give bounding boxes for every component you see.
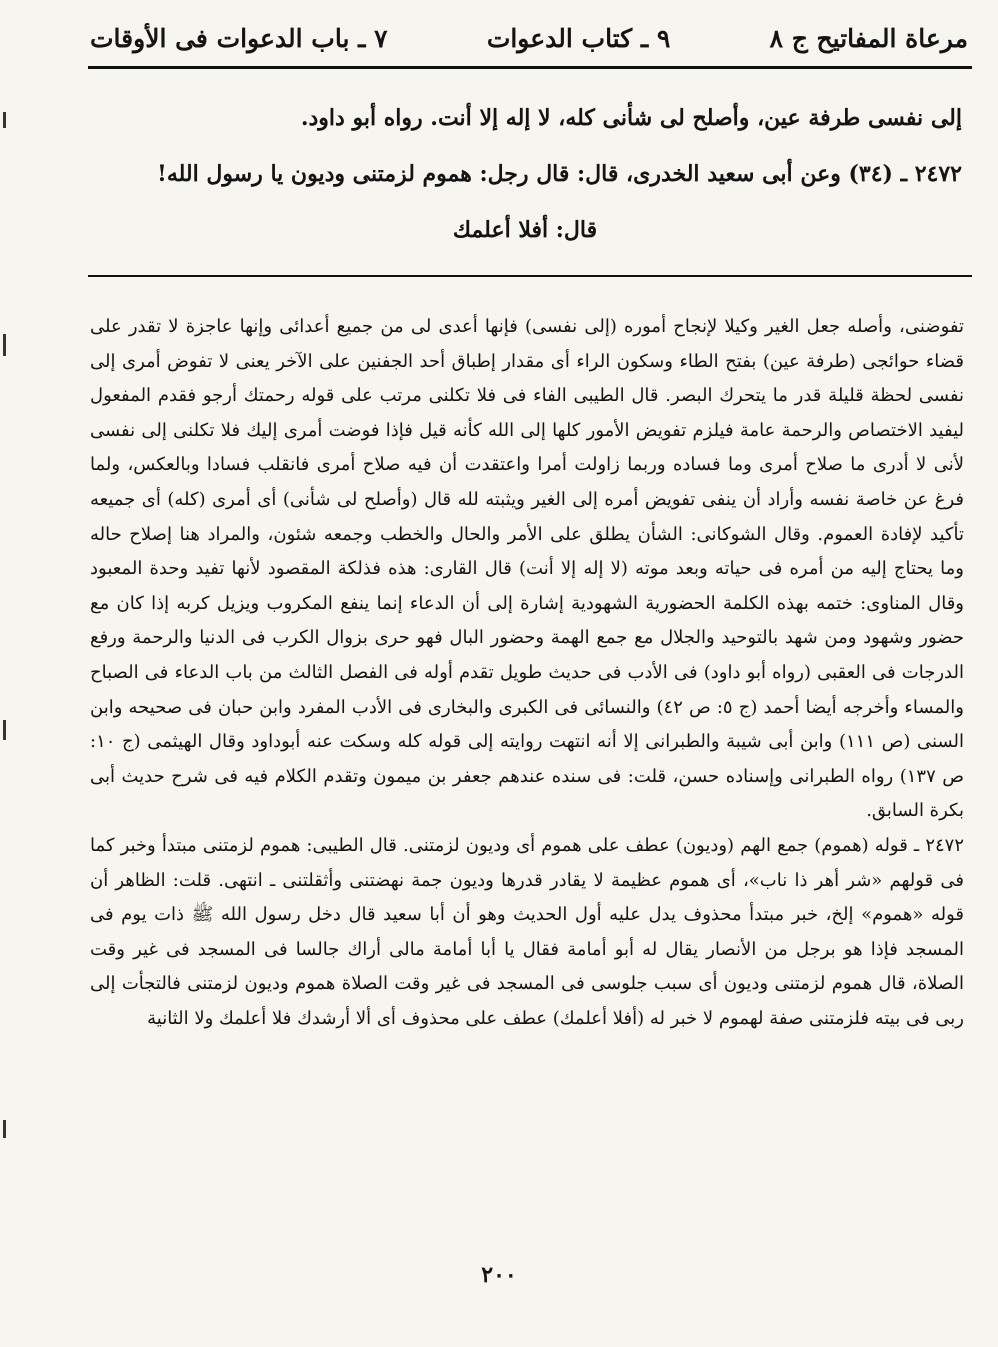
commentary-paragraph-1: تفوضنى، وأصله جعل الغير وكيلا لإنجاح أموره (إلى نفسى) فإنها أعدى لى من جميع أعدائى وإنها عاجزة لا تقدر على قضاء حوائجى (طرفة عين) بفتح الطاء وسكون الراء أى مقدار إطباق أحد الجفنين على الآخر يعنى لا تفوض أمرى إلى نفسى لحظة قليلة قدر ما يتحرك البصر. قال الطيبى الفاء فى فلا تكلنى مرتب على قوله رحمتك أرجو فقدم المفعول ليفيد الاختصاص والرحمة عامة فيلزم تفويض الأمور كلها إلى الله كأنه قيل فإذا فوضت أمرى إليك فلا تكلنى إلى نفسى لأنى لا أدرى ما صلاح أمرى وما فساده وربما زاولت أمرا واعتقدت أن فيه صلاح أمرى فانقلب فسادا وبالعكس، ولما فرغ عن خاصة نفسه وأراد أن ينفى تفويض أمره إلى الغير ويثبته لله قال (وأصلح لى شأنى) أى أمرى (كله) أى جميعه تأكيد لإفادة العموم. وقال الشوكانى: الشأن يطلق على الأمر والحال والخطب وجمعه شئون، والمراد هنا إصلاح حاله وما يحتاج إليه من أمره فى حياته وبعد موته (لا إله إلا أنت) قال القارى: هذه فذلكة المقصود لأنها تفيد وحدة المعبود وقال المناوى: ختمه بهذه الكلمة الحضورية الشهودية إشارة إلى أن الدعاء إنما ينفع المكروب ويزيل كربه إذا كان مع حضور وشهود ومن شهد بالتوحيد والجلال مع جمع الهمة وحضور البال فهو حرى بزوال الكرب فى الدنيا والرحمة ورفع الدرجات فى العقبى (رواه أبو داود) فى الأدب فى حديث طويل تقدم أوله فى الفصل الثالث من باب الدعاء فى الصباح والمساء وأخرجه أيضا أحمد (ج ٥: ص ٤٢) والنسائى فى الكبرى والبخارى فى الأدب المفرد وابن حبان فى صحيحه وابن السنى (ص ١١١) وابن أبى شيبة والطبرانى إلا أنه انتهت روايته إلى قوله كله وسكت عنه أبوداود وقال الهيثمى (ج ١٠: ص ١٣٧) رواه الطبرانى وإسناده حسن، قلت: فى سنده عندهم جعفر بن ميمون وتقدم الكلام فيه فى شرح حديث أبى بكرة السابق. — [90, 316, 965, 822]
header-kitab: ٩ ـ كتاب الدعوات — [486, 23, 671, 53]
margin-mark — [3, 1120, 6, 1138]
header-rule — [88, 66, 972, 69]
header-bab: ٧ ـ باب الدعوات فى الأوقات — [90, 23, 388, 53]
commentary — [90, 310, 964, 1036]
matn-line-2: ٢٤٧٢ ـ (٣٤) وعن أبى سعيد الخدرى، قال: قال رجل: هموم لزمتنى وديون يا رسول الله! — [157, 161, 962, 187]
running-header — [90, 18, 968, 58]
margin-mark — [3, 334, 6, 356]
margin-mark — [3, 112, 6, 128]
matn-line-1: إلى نفسى طرفة عين، وأصلح لى شأنى كله، لا إله إلا أنت. رواه أبو داود. — [300, 105, 962, 131]
hadith-text — [88, 90, 962, 258]
header-book-title: مرعاة المفاتيح ج ٨ — [769, 23, 968, 53]
margin-mark — [3, 720, 6, 740]
matn-line-3: قال: أفلا أعلمك — [452, 217, 598, 243]
section-rule — [88, 275, 972, 277]
commentary-paragraph-2: ٢٤٧٢ ـ قوله (هموم) جمع الهم (وديون) عطف على هموم أى وديون لزمتنى. قال الطيبى: هموم لزمتنى مبتدأ وخبر كما فى قولهم «شر أهر ذا ناب»، أى هموم عظيمة لا يقادر قدرها وديون جمة نهضتنى وأثقلتنى ـ انتهى. قلت: الظاهر أن قوله «هموم» إلخ، خبر مبتدأ محذوف يدل عليه أول الحديث وهو أن أبا سعيد قال دخل رسول الله ﷺ ذات يوم فى المسجد فإذا هو برجل من الأنصار يقال له أبو أمامة فقال يا أبا أمامة مالى أراك جالسا فى المسجد فى غير وقت الصلاة، قال هموم لزمتنى وديون أى سبب جلوسى فى المسجد فى غير وقت الصلاة هموم وديون لزمتنى فالتجأت إلى ربى فى بيته فلزمتنى صفة لهموم لا خبر له (أفلا أعلمك) عطف على محذوف أى ألا أرشدك فلا أعلمك ولا الثانية — [90, 834, 964, 1029]
page-number: ٢٠٠ — [481, 1262, 517, 1288]
